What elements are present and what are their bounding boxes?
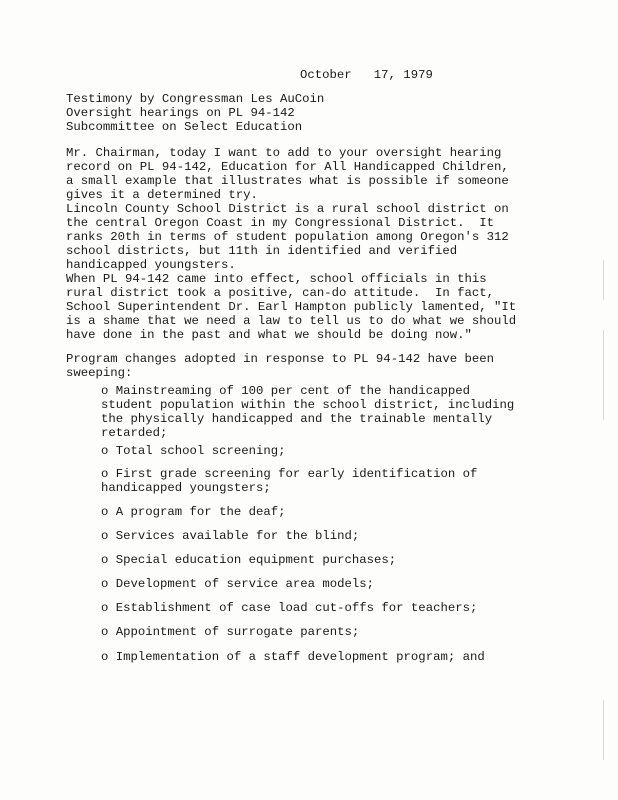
list-item-line: retarded; [101,426,168,440]
text-line: Program changes adopted in response to PL 94-142 have been [66,352,495,366]
text-line: have done in the past and what we should be doing now." [66,328,472,342]
text-line: School Superintendent Dr. Earl Hampton publicly lamented, "It [66,300,517,314]
list-item-line: o Appointment of surrogate parents; [101,625,360,639]
header-line: Testimony by Congressman Les AuCoin [66,92,325,106]
header-line: Oversight hearings on PL 94-142 [66,106,295,120]
scan-edge-mark [603,260,604,300]
text-line: handicapped youngsters. [66,258,236,272]
list-item-line: the physically handicapped and the trainable mentally [101,412,493,426]
list-item-line: o Development of service area models; [101,577,375,591]
list-item-line: o Services available for the blind; [101,529,360,543]
text-line: Lincoln County School District is a rural school district on [66,202,509,216]
text-line: is a shame that we need a law to tell us to do what we should [66,314,517,328]
text-line: sweeping: [66,366,133,380]
text-line: record on PL 94-142, Education for All Handicapped Children, [66,160,509,174]
text-line: Mr. Chairman, today I want to add to your oversight hearing [66,146,502,160]
list-item-line: o Special education equipment purchases; [101,553,397,567]
text-line: the central Oregon Coast in my Congressional District. It [66,216,495,230]
list-item-line: o First grade screening for early identification of [101,467,478,481]
text-line: ranks 20th in terms of student population among Oregon's 312 [66,230,509,244]
header-line: Subcommittee on Select Education [66,120,303,134]
list-item-line: o Total school screening; [101,444,286,458]
list-item-line: handicapped youngsters; [101,481,271,495]
letter-date: October 17, 1979 [300,68,433,82]
text-line: gives it a determined try. [66,188,258,202]
text-line: rural district took a positive, can-do attitude. In fact, [66,286,495,300]
text-line: a small example that illustrates what is possible if someone [66,174,509,188]
list-item-line: o Establishment of case load cut-offs for teachers; [101,601,478,615]
text-line: When PL 94-142 came into effect, school officials in this [66,272,487,286]
list-item-line: o A program for the deaf; [101,505,286,519]
list-item-line: student population within the school district, including [101,398,515,412]
scan-edge-mark [603,330,604,420]
list-item-line: o Implementation of a staff development program; and [101,650,485,664]
text-line: school districts, but 11th in identified and verified [66,244,458,258]
scan-edge-mark [603,700,604,760]
list-item-line: o Mainstreaming of 100 per cent of the handicapped [101,384,470,398]
